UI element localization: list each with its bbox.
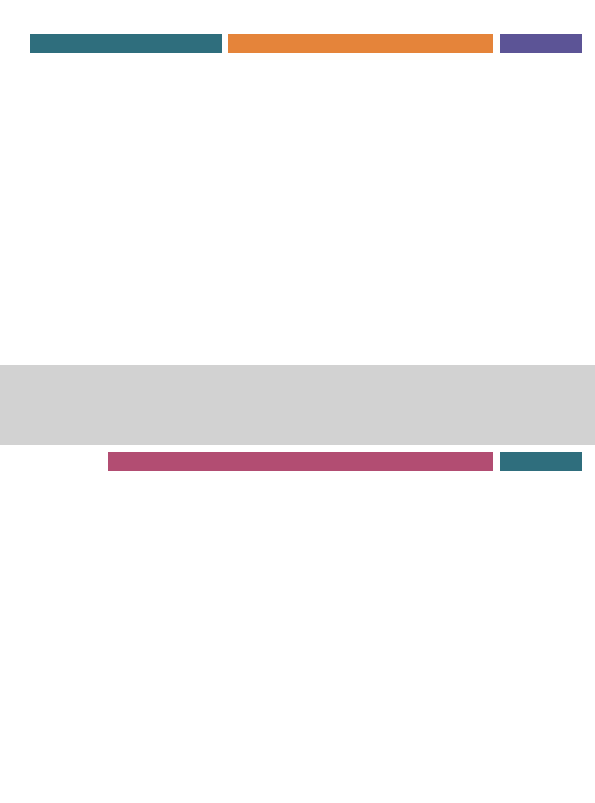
title-band [0,365,595,445]
section-header-hokuriku-kinki-2 [500,452,582,471]
section-header-koshinetsu [500,34,582,53]
section-header-izu-tokai [228,34,493,53]
section-header-hokuriku-kinki [30,34,222,53]
section-header-chugoku-shikoku-kyushu [108,452,493,471]
